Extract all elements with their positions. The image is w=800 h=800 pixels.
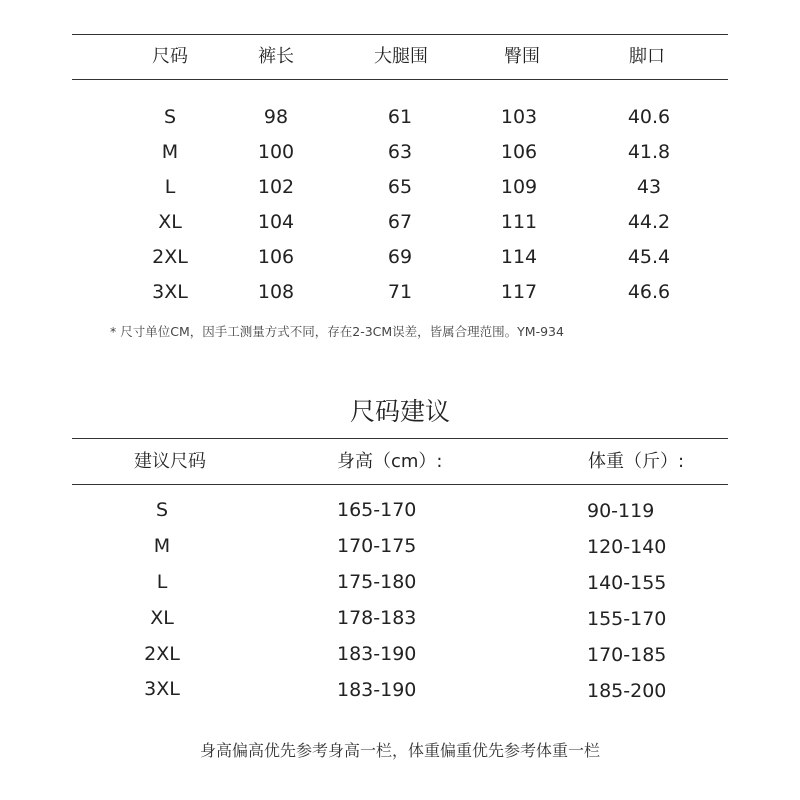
- cell-hip: 106: [500, 141, 538, 163]
- cell-thigh: 65: [387, 176, 413, 198]
- cell-hip: 109: [500, 176, 538, 198]
- cell-size: S: [163, 106, 177, 128]
- cell-thigh: 67: [387, 211, 413, 233]
- cell-hip: 117: [500, 281, 538, 303]
- cell-leg-opening: 46.6: [627, 281, 671, 303]
- cell-leg-opening: 44.2: [627, 211, 671, 233]
- cell-height: 170-175: [337, 535, 417, 557]
- cell-size: XL: [150, 607, 174, 629]
- header-leg-opening: 脚口: [629, 46, 665, 67]
- cell-leg-opening: 43: [636, 176, 662, 198]
- cell-size: 3XL: [144, 678, 180, 700]
- cell-height: 183-190: [337, 643, 417, 665]
- cell-height: 183-190: [337, 679, 417, 701]
- header-pants-length: 裤长: [258, 46, 294, 67]
- recommend-title: 尺码建议: [349, 397, 450, 426]
- cell-size: 2XL: [152, 246, 188, 268]
- cell-hip: 103: [500, 106, 538, 128]
- size-table-top-rule: [72, 34, 728, 35]
- cell-pants-length: 98: [263, 106, 289, 128]
- cell-thigh: 61: [387, 106, 413, 128]
- recommend-table-header-rule: [72, 484, 728, 485]
- cell-weight: 140-155: [587, 572, 667, 594]
- cell-leg-opening: 45.4: [627, 246, 671, 268]
- cell-hip: 114: [500, 246, 538, 268]
- cell-pants-length: 100: [257, 141, 295, 163]
- cell-size: L: [156, 571, 168, 593]
- cell-height: 165-170: [337, 499, 417, 521]
- cell-weight: 185-200: [587, 680, 667, 702]
- cell-size: L: [164, 176, 176, 198]
- cell-size: M: [161, 141, 179, 163]
- cell-size: M: [153, 535, 171, 557]
- cell-size: XL: [158, 211, 182, 233]
- cell-size: S: [155, 499, 169, 521]
- cell-height: 178-183: [337, 607, 417, 629]
- cell-pants-length: 106: [257, 246, 295, 268]
- cell-size: 2XL: [144, 643, 180, 665]
- cell-weight: 120-140: [587, 536, 667, 558]
- cell-weight: 155-170: [587, 608, 667, 630]
- cell-leg-opening: 41.8: [627, 141, 671, 163]
- recommend-footer-note: 身高偏高优先参考身高一栏，体重偏重优先参考体重一栏: [199, 741, 600, 760]
- size-table-header-rule: [72, 79, 728, 80]
- measurement-note: * 尺寸单位CM，因手工测量方式不同，存在2-3CM误差，皆属合理范围。YM-934: [110, 324, 564, 339]
- header-recommended-size: 建议尺码: [134, 451, 206, 472]
- cell-hip: 111: [500, 211, 538, 233]
- header-hip: 臀围: [504, 46, 540, 67]
- cell-weight: 170-185: [587, 644, 667, 666]
- header-size: 尺码: [152, 46, 188, 67]
- cell-size: 3XL: [152, 281, 188, 303]
- cell-thigh: 63: [387, 141, 413, 163]
- recommend-table-top-rule: [72, 438, 728, 439]
- cell-leg-opening: 40.6: [627, 106, 671, 128]
- cell-weight: 90-119: [587, 500, 655, 522]
- cell-thigh: 71: [387, 281, 413, 303]
- cell-height: 175-180: [337, 571, 417, 593]
- cell-pants-length: 108: [257, 281, 295, 303]
- header-thigh: 大腿围: [374, 46, 428, 67]
- header-height: 身高（cm）:: [337, 451, 443, 472]
- header-weight: 体重（斤）:: [588, 451, 685, 472]
- cell-pants-length: 102: [257, 176, 295, 198]
- cell-thigh: 69: [387, 246, 413, 268]
- cell-pants-length: 104: [257, 211, 295, 233]
